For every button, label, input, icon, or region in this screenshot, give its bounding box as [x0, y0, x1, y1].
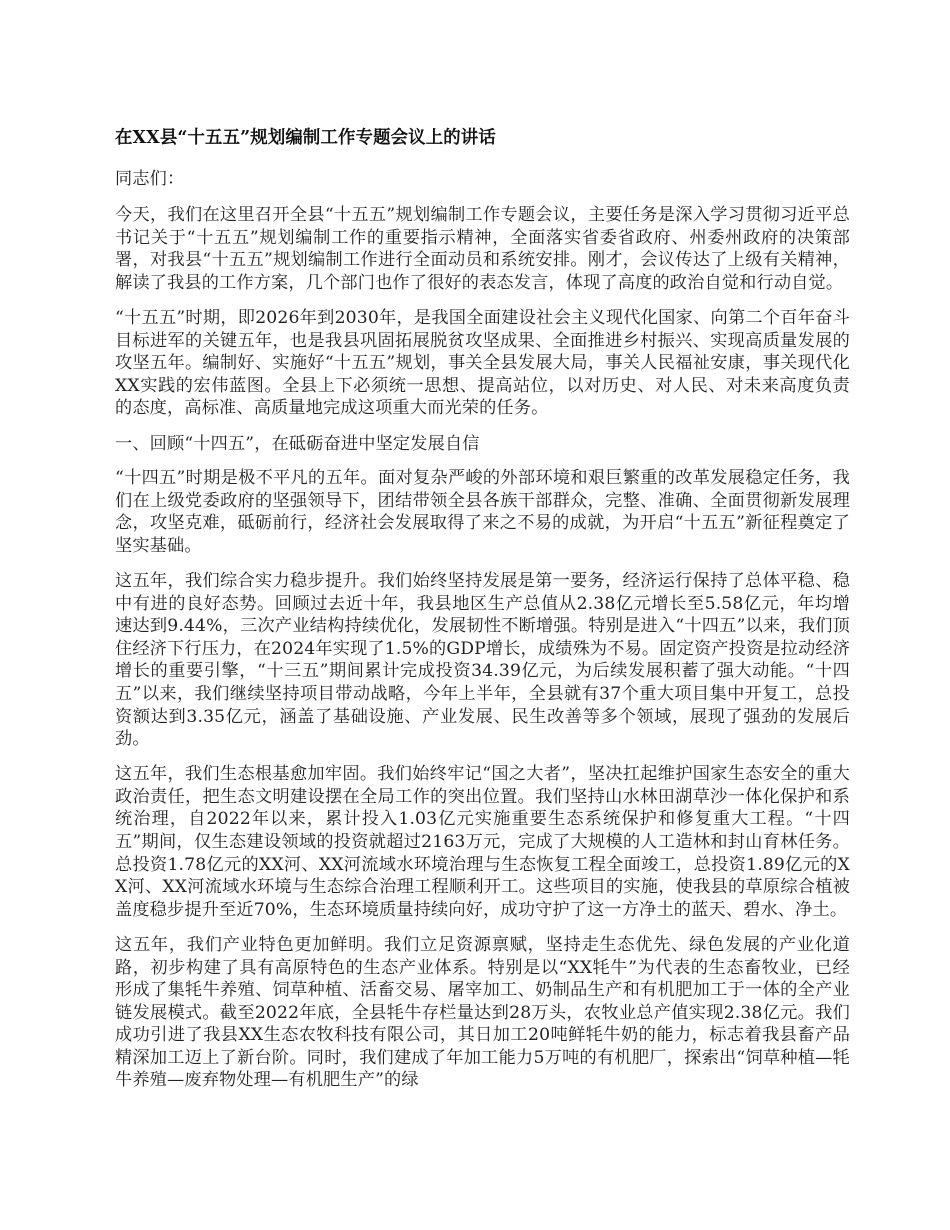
- paragraph-review: “十四五”时期是极不平凡的五年。面对复杂严峻的外部环境和艰巨繁重的改革发展稳定任务，我们在上级党委政府的坚强领导下，团结带领全县各族干部群众，完整、准确、全面贯彻新发展理念，攻坚克难，砥砺前行，经济社会发展取得了来之不易的成就，为开启“十五五”新征程奠定了坚实基础。: [115, 468, 850, 556]
- paragraph-period: “十五五”时期，即2026年到2030年，是我国全面建设社会主义现代化国家、向第二个百年奋斗目标进军的关键五年，也是我县巩固拓展脱贫攻坚成果、全面推进乡村振兴、实现高质量发展的攻坚五年。编制好、实施好“十五五”规划，事关全县发展大局，事关人民福祉安康，事关现代化XX实践的宏伟蓝图。全县上下必须统一思想、提高站位，以对历史、对人民、对未来高度负责的态度，高标准、高质量地完成这项重大而光荣的任务。: [115, 308, 850, 419]
- document-title: 在XX县“十五五”规划编制工作专题会议上的讲话: [115, 128, 496, 148]
- section-heading: 一、回顾“十四五”，在砥砺奋进中坚定发展自信: [115, 433, 480, 454]
- paragraph-intro: 今天，我们在这里召开全县“十五五”规划编制工作专题会议，主要任务是深入学习贯彻习近平总书记关于“十五五”规划编制工作的重要指示精神，全面落实省委省政府、州委州政府的决策部署，对我县“十五五”规划编制工作进行全面动员和系统安排。刚才，会议传达了上级有关精神，解读了我县的工作方案，几个部门也作了很好的表态发言，体现了高度的政治自觉和行动自觉。: [115, 205, 850, 293]
- document-page: [115, 127, 850, 1105]
- paragraph-industry: 这五年，我们产业特色更加鲜明。我们立足资源禀赋，坚持走生态优先、绿色发展的产业化道路，初步构建了具有高原特色的生态产业体系。特别是以“XX牦牛”为代表的生态畜牧业，已经形成了集牦牛养殖、饲草种植、活畜交易、屠宰加工、奶制品生产和有机肥加工于一体的全产业链发展模式。截至2022年底，全县牦牛存栏量达到28万头，农牧业总产值实现2.38亿元。我们成功引进了我县XX生态农牧科技有限公司，其日加工20吨鲜牦牛奶的能力，标志着我县畜产品精深加工迈上了新台阶。同时，我们建成了年加工能力5万吨的有机肥厂，探索出“饲草种植—牦牛养殖—废弃物处理—有机肥生产”的绿: [115, 934, 850, 1091]
- paragraph-ecology: 这五年，我们生态根基愈加牢固。我们始终牢记“国之大者”，坚决扛起维护国家生态安全的重大政治责任，把生态文明建设摆在全局工作的突出位置。我们坚持山水林田湖草沙一体化保护和系统治理，自2022年以来，累计投入1.03亿元实施重要生态系统保护和修复重大工程。“十四五”期间，仅生态建设领域的投资就超过2163万元，完成了大规模的人工造林和封山育林任务。总投资1.78亿元的XX河、XX河流域水环境治理与生态恢复工程全面竣工，总投资1.89亿元的XX河、XX河流域水环境与生态综合治理工程顺利开工。这些项目的实施，使我县的草原综合植被盖度稳步提升至近70%，生态环境质量持续向好，成功守护了这一方净土的蓝天、碧水、净土。: [115, 764, 850, 920]
- paragraph-economy: 这五年，我们综合实力稳步提升。我们始终坚持发展是第一要务，经济运行保持了总体平稳、稳中有进的良好态势。回顾过去近十年，我县地区生产总值从2.38亿元增长至5.58亿元，年均增速达到9.44%，三次产业结构持续优化，发展韧性不断增强。特别是进入“十四五”以来，我们顶住经济下行压力，在2024年实现了1.5%的GDP增长，成绩殊为不易。固定资产投资是拉动经济增长的重要引擎，“十三五”期间累计完成投资34.39亿元，为后续发展积蓄了强大动能。“十四五”以来，我们继续坚持项目带动战略，今年上半年，全县就有37个重大项目集中开复工，总投资额达到3.35亿元，涵盖了基础设施、产业发展、民生改善等多个领域，展现了强劲的发展后劲。: [115, 571, 850, 750]
- salutation: 同志们：: [115, 168, 185, 189]
